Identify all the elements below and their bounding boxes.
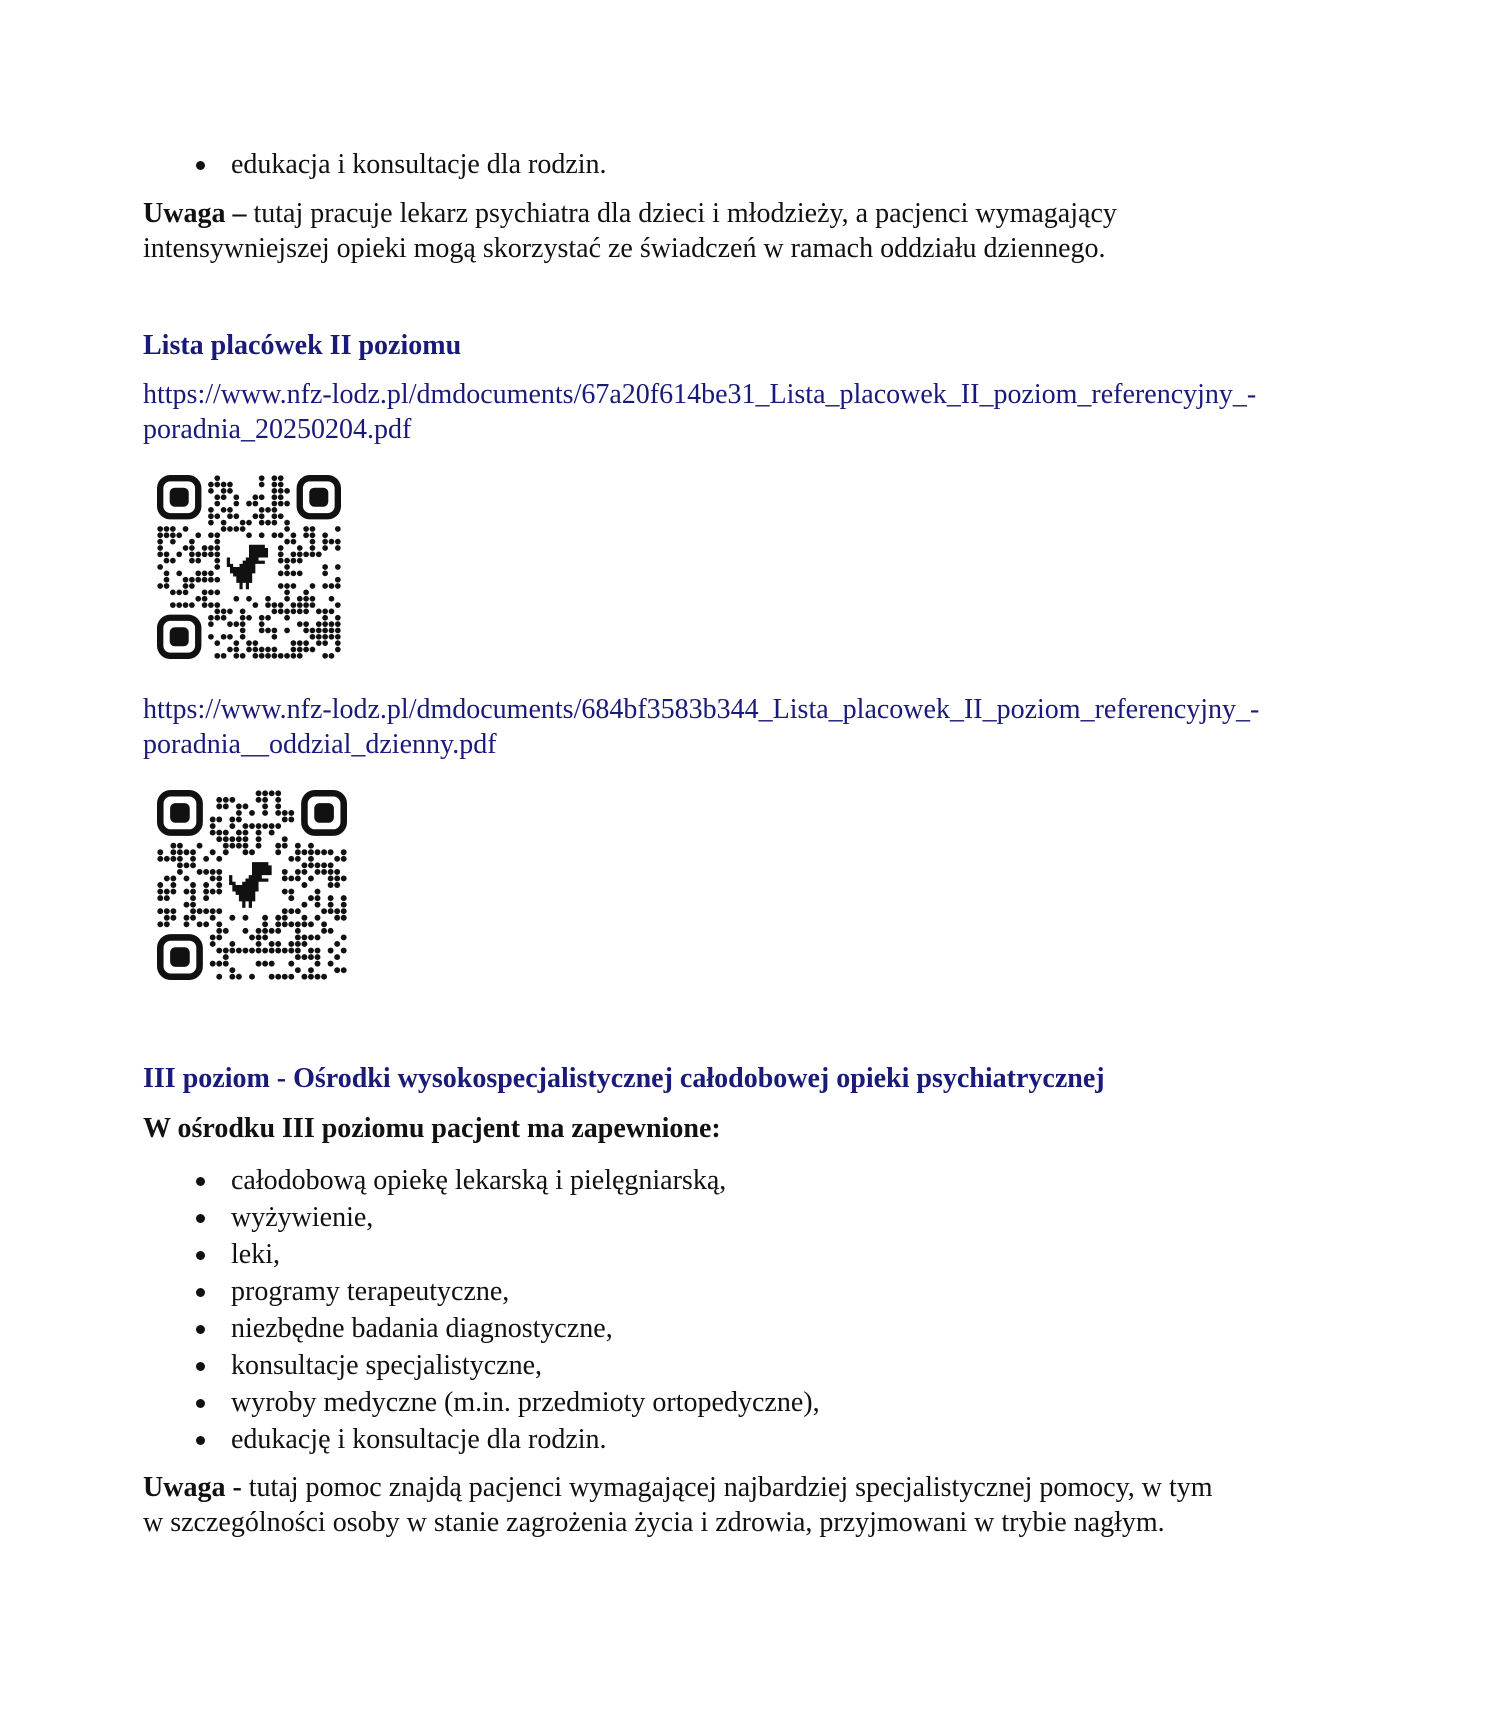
services-list: [196, 1162, 820, 1458]
note-text: w szczególności osoby w stanie zagrożenia życia i zdrowia, przyjmowani w trybie nagłym.: [143, 1507, 1165, 1538]
qr-code-icon: [157, 790, 347, 980]
section-heading-level-3: III poziom - Ośrodki wysokospecjalistycznej całodobowej opieki psychiatrycznej: [143, 1063, 1105, 1094]
link-line[interactable]: https://www.nfz-lodz.pl/dmdocuments/684bf3583b344_Lista_placowek_II_poziom_referencyjny_-: [143, 694, 1260, 725]
qr-code-icon: [157, 475, 341, 659]
link-line[interactable]: poradnia_20250204.pdf: [143, 414, 412, 445]
pdf-link-1[interactable]: [143, 377, 1256, 447]
list-item: konsultacje specjalistyczne,: [196, 1347, 820, 1384]
list-item: niezbędne badania diagnostyczne,: [196, 1310, 820, 1347]
note-text: intensywniejszej opieki mogą skorzystać ze świadczeń w ramach oddziału dziennego.: [143, 233, 1106, 264]
note-text: tutaj pomoc znajdą pacjenci wymagającej najbardziej specjalistycznej pomocy, w tym: [241, 1472, 1213, 1503]
list-item: wyżywienie,: [196, 1199, 820, 1236]
note-text: tutaj pracuje lekarz psychiatra dla dzieci i młodzieży, a pacjenci wymagający: [246, 198, 1117, 229]
section-heading-level-2: Lista placówek II poziomu: [143, 330, 462, 361]
top-bullet-list: [196, 146, 607, 183]
list-item: całodobową opiekę lekarską i pielęgniarską,: [196, 1162, 820, 1199]
list-item: programy terapeutyczne,: [196, 1273, 820, 1310]
link-line[interactable]: poradnia__oddzial_dzienny.pdf: [143, 729, 497, 760]
note-paragraph-1: [143, 196, 1117, 266]
note-label: Uwaga -: [143, 1472, 242, 1503]
list-item: edukację i konsultacje dla rodzin.: [196, 1421, 820, 1458]
note-paragraph-2: [143, 1470, 1213, 1540]
list-item: leki,: [196, 1236, 820, 1273]
list-item: edukacja i konsultacje dla rodzin.: [196, 146, 607, 183]
link-line[interactable]: https://www.nfz-lodz.pl/dmdocuments/67a20f614be31_Lista_placowek_II_poziom_referencyjny_-: [143, 379, 1257, 410]
list-item: wyroby medyczne (m.in. przedmioty ortopedyczne),: [196, 1384, 820, 1421]
note-label: Uwaga –: [143, 198, 247, 229]
pdf-link-2[interactable]: [143, 692, 1259, 762]
section-subtitle: W ośrodku III poziomu pacjent ma zapewnione:: [143, 1113, 721, 1144]
